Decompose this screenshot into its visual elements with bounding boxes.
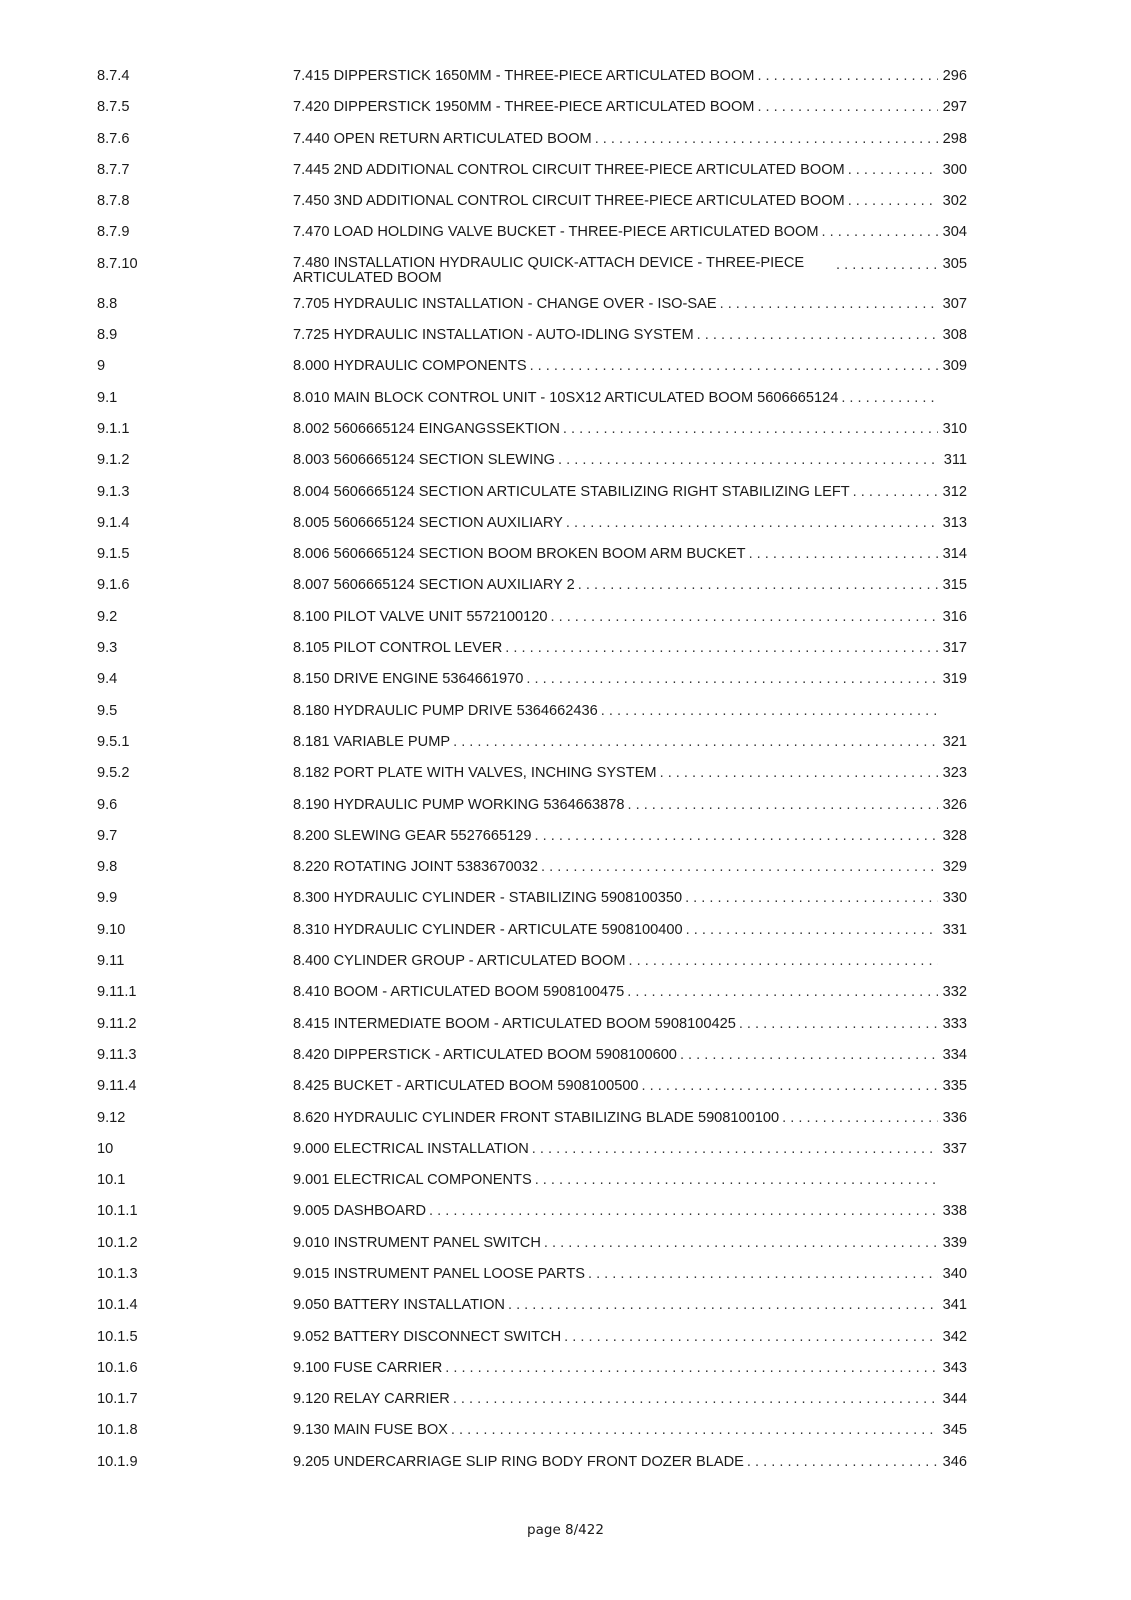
toc-page-number: 300	[942, 161, 967, 178]
toc-entry[interactable]	[293, 797, 967, 814]
toc-row[interactable]	[97, 1078, 967, 1109]
toc-entry-title: 8.150 DRIVE ENGINE 5364661970	[293, 671, 524, 688]
toc-entry[interactable]	[293, 296, 967, 313]
toc-page-number: 328	[942, 827, 967, 844]
toc-entry[interactable]	[293, 1266, 967, 1283]
toc-entry[interactable]	[293, 703, 967, 720]
toc-entry-title: 8.003 5606665124 SECTION SLEWING	[293, 452, 556, 469]
toc-section-number: 9.7	[97, 827, 118, 844]
toc-section-number: 9.5.2	[97, 765, 130, 782]
table-of-contents	[97, 68, 967, 1485]
toc-dot-leader	[526, 671, 938, 688]
toc-entry[interactable]	[293, 609, 967, 626]
toc-entry[interactable]	[293, 671, 967, 688]
toc-entry[interactable]	[293, 765, 967, 782]
toc-entry-title: 8.180 HYDRAULIC PUMP DRIVE 5364662436	[293, 702, 598, 719]
toc-dot-leader	[563, 421, 938, 438]
toc-page-number: 332	[942, 984, 967, 1001]
toc-page-number: 315	[942, 577, 967, 594]
toc-row[interactable]	[97, 1141, 967, 1172]
toc-dot-leader	[595, 131, 938, 148]
toc-entry[interactable]	[293, 1391, 967, 1408]
toc-section-number: 8.8	[97, 295, 118, 312]
toc-entry-title: 8.310 HYDRAULIC CYLINDER - ARTICULATE 5908100400	[293, 921, 683, 938]
toc-entry-title: 7.705 HYDRAULIC INSTALLATION - CHANGE OVER - ISO-SAE	[293, 295, 717, 312]
toc-row[interactable]	[97, 515, 967, 546]
toc-entry[interactable]	[293, 99, 967, 116]
toc-dot-leader	[660, 765, 938, 782]
toc-dot-leader	[544, 1235, 938, 1252]
toc-page-number: 296	[942, 68, 967, 84]
toc-entry[interactable]	[293, 1172, 967, 1189]
toc-page-number: 340	[942, 1265, 967, 1282]
toc-entry[interactable]	[293, 1203, 967, 1220]
toc-dot-leader	[532, 1141, 938, 1158]
toc-row[interactable]	[97, 1329, 967, 1360]
toc-dot-leader	[429, 1203, 938, 1220]
toc-row[interactable]	[97, 162, 967, 193]
toc-page-number: 313	[942, 514, 967, 531]
toc-entry-title: 8.182 PORT PLATE WITH VALVES, INCHING SYSTEM	[293, 765, 657, 782]
toc-section-number: 9.12	[97, 1109, 126, 1126]
toc-entry-title: 7.440 OPEN RETURN ARTICULATED BOOM	[293, 130, 592, 147]
toc-dot-leader	[453, 734, 938, 751]
toc-entry-title: 9.001 ELECTRICAL COMPONENTS	[293, 1172, 532, 1189]
toc-entry-title: 9.205 UNDERCARRIAGE SLIP RING BODY FRONT DOZER BLADE	[293, 1453, 744, 1470]
toc-page-number: 345	[942, 1422, 967, 1439]
toc-page-number: 308	[942, 327, 967, 344]
toc-dot-leader	[685, 890, 938, 907]
toc-entry[interactable]	[293, 162, 967, 179]
toc-section-number: 10	[97, 1140, 114, 1157]
toc-row[interactable]	[97, 859, 967, 890]
toc-page-number: 329	[942, 859, 967, 876]
toc-entry-title: 7.480 INSTALLATION HYDRAULIC QUICK-ATTACH DEVICE - THREE-PIECE ARTICULATED BOOM	[293, 254, 805, 286]
toc-row[interactable]	[97, 890, 967, 921]
toc-entry-title: 9.000 ELECTRICAL INSTALLATION	[293, 1140, 529, 1157]
toc-entry[interactable]	[293, 1360, 967, 1377]
toc-section-number: 9	[97, 358, 106, 375]
toc-page-number: 342	[942, 1328, 967, 1345]
toc-page-number: 297	[942, 99, 967, 116]
toc-section-number: 9.1	[97, 389, 118, 406]
toc-entry[interactable]	[293, 890, 967, 907]
toc-entry[interactable]	[293, 484, 967, 501]
toc-entry[interactable]	[293, 1329, 967, 1346]
toc-page-number: 323	[942, 765, 967, 782]
toc-row[interactable]	[97, 1172, 967, 1203]
toc-row[interactable]	[97, 390, 967, 421]
toc-entry-title: 8.400 CYLINDER GROUP - ARTICULATED BOOM	[293, 953, 626, 970]
toc-dot-leader	[720, 296, 938, 313]
toc-page-number: 304	[942, 224, 967, 241]
toc-entry[interactable]	[293, 358, 967, 375]
toc-entry-title: 8.620 HYDRAULIC CYLINDER FRONT STABILIZING BLADE 5908100100	[293, 1109, 780, 1126]
toc-row[interactable]	[97, 1391, 967, 1422]
toc-entry[interactable]	[293, 390, 967, 407]
toc-row[interactable]	[97, 671, 967, 702]
toc-page-number: 346	[942, 1453, 967, 1470]
toc-dot-leader	[680, 1047, 938, 1064]
toc-entry-title: 8.007 5606665124 SECTION AUXILIARY 2	[293, 577, 575, 594]
toc-dot-leader	[627, 984, 938, 1001]
toc-section-number: 9.8	[97, 859, 118, 876]
toc-entry[interactable]	[293, 953, 967, 970]
toc-section-number: 9.9	[97, 890, 118, 907]
toc-section-number: 8.7.10	[97, 255, 138, 272]
toc-dot-leader	[445, 1360, 938, 1377]
toc-dot-leader	[757, 68, 938, 85]
toc-row[interactable]	[97, 765, 967, 796]
toc-entry-title: 7.415 DIPPERSTICK 1650MM - THREE-PIECE ARTICULATED BOOM	[293, 68, 755, 84]
toc-dot-leader	[508, 1297, 938, 1314]
toc-section-number: 8.7.7	[97, 161, 130, 178]
toc-dot-leader	[535, 828, 938, 845]
toc-entry-title: 8.200 SLEWING GEAR 5527665129	[293, 827, 532, 844]
toc-page-number: 336	[942, 1109, 967, 1126]
toc-dot-leader	[566, 515, 938, 532]
toc-row[interactable]	[97, 1454, 967, 1485]
toc-row[interactable]	[97, 99, 967, 130]
toc-page-number: 317	[942, 640, 967, 657]
toc-dot-leader	[588, 1266, 938, 1283]
toc-entry[interactable]	[293, 828, 967, 845]
toc-entry-title: 8.005 5606665124 SECTION AUXILIARY	[293, 514, 563, 531]
toc-page-number: 321	[942, 733, 967, 750]
toc-section-number: 9.11.3	[97, 1046, 137, 1063]
toc-row[interactable]	[97, 609, 967, 640]
toc-dot-leader	[841, 390, 938, 407]
toc-entry-title: 8.010 MAIN BLOCK CONTROL UNIT - 10SX12 ARTICULATED BOOM 5606665124	[293, 389, 839, 406]
toc-entry-title: 9.010 INSTRUMENT PANEL SWITCH	[293, 1234, 541, 1251]
toc-entry[interactable]	[293, 984, 967, 1001]
toc-section-number: 8.7.9	[97, 224, 130, 241]
toc-row[interactable]	[97, 256, 967, 296]
toc-page-number: 316	[942, 608, 967, 625]
toc-row[interactable]	[97, 640, 967, 671]
toc-entry[interactable]	[293, 224, 967, 241]
toc-section-number: 10.1.5	[97, 1328, 138, 1345]
toc-page-number: 344	[942, 1391, 967, 1408]
toc-row[interactable]	[97, 703, 967, 734]
toc-row[interactable]	[97, 1422, 967, 1453]
toc-page-number: 312	[942, 483, 967, 500]
toc-section-number: 9.5	[97, 702, 118, 719]
toc-page-number: 335	[942, 1078, 967, 1095]
toc-section-number: 9.6	[97, 796, 118, 813]
toc-section-number: 9.11	[97, 953, 125, 970]
toc-entry-title: 7.420 DIPPERSTICK 1950MM - THREE-PIECE ARTICULATED BOOM	[293, 99, 755, 116]
toc-section-number: 9.10	[97, 921, 126, 938]
toc-row[interactable]	[97, 327, 967, 358]
toc-dot-leader	[749, 546, 938, 563]
toc-entry[interactable]	[293, 1016, 967, 1033]
toc-section-number: 9.11.1	[97, 984, 137, 1001]
toc-row[interactable]	[97, 1297, 967, 1328]
toc-page-number: 334	[942, 1046, 967, 1063]
toc-page-number: 305	[942, 255, 967, 272]
toc-entry-title: 8.105 PILOT CONTROL LEVER	[293, 640, 503, 657]
toc-section-number: 9.1.5	[97, 546, 130, 563]
toc-entry-title: 7.725 HYDRAULIC INSTALLATION - AUTO-IDLING SYSTEM	[293, 327, 694, 344]
toc-dot-leader	[848, 162, 938, 179]
toc-entry-title: 9.015 INSTRUMENT PANEL LOOSE PARTS	[293, 1265, 585, 1282]
toc-section-number: 9.11.2	[97, 1015, 137, 1032]
toc-entry-title: 8.425 BUCKET - ARTICULATED BOOM 5908100500	[293, 1078, 639, 1095]
toc-section-number: 9.1.1	[97, 420, 130, 437]
toc-entry-title: 8.100 PILOT VALVE UNIT 5572100120	[293, 608, 548, 625]
toc-dot-leader	[853, 484, 938, 501]
toc-page-number: 333	[942, 1015, 967, 1032]
toc-dot-leader	[848, 193, 938, 210]
toc-row[interactable]	[97, 131, 967, 162]
toc-dot-leader	[642, 1078, 938, 1095]
toc-section-number: 9.3	[97, 640, 118, 657]
toc-dot-leader	[453, 1391, 938, 1408]
toc-page-number: 337	[942, 1140, 967, 1157]
toc-entry[interactable]	[293, 1078, 967, 1095]
toc-entry-title: 8.004 5606665124 SECTION ARTICULATE STABILIZING RIGHT STABILIZING LEFT	[293, 483, 850, 500]
toc-section-number: 10.1.8	[97, 1422, 138, 1439]
toc-dot-leader	[505, 640, 938, 657]
toc-page-number: 319	[942, 671, 967, 688]
toc-entry-title: 8.415 INTERMEDIATE BOOM - ARTICULATED BOOM 5908100425	[293, 1015, 736, 1032]
toc-dot-leader	[627, 797, 938, 814]
toc-page-number: 314	[942, 546, 967, 563]
toc-section-number: 9.4	[97, 671, 118, 688]
toc-entry[interactable]	[293, 577, 967, 594]
toc-dot-leader	[558, 452, 938, 469]
toc-section-number: 9.5.1	[97, 733, 130, 750]
toc-page-number: 326	[942, 796, 967, 813]
toc-dot-leader	[601, 703, 938, 720]
toc-dot-leader	[564, 1329, 938, 1346]
toc-dot-leader	[629, 953, 939, 970]
toc-dot-leader	[739, 1016, 938, 1033]
toc-page-number: 339	[942, 1234, 967, 1251]
toc-dot-leader	[747, 1454, 938, 1471]
toc-row[interactable]	[97, 577, 967, 608]
toc-row[interactable]	[97, 484, 967, 515]
toc-row[interactable]	[97, 296, 967, 327]
toc-dot-leader	[578, 577, 938, 594]
toc-entry[interactable]	[293, 1422, 967, 1439]
toc-section-number: 10.1.9	[97, 1453, 138, 1470]
toc-section-number: 10.1	[97, 1172, 126, 1189]
toc-section-number: 8.7.6	[97, 130, 130, 147]
toc-entry[interactable]	[293, 640, 967, 657]
toc-dot-leader	[822, 224, 938, 241]
toc-entry[interactable]	[293, 1141, 967, 1158]
toc-entry[interactable]	[293, 922, 967, 939]
toc-page-number: 307	[942, 295, 967, 312]
toc-entry[interactable]	[293, 452, 967, 469]
toc-row[interactable]	[97, 922, 967, 953]
toc-entry-title: 8.006 5606665124 SECTION BOOM BROKEN BOOM ARM BUCKET	[293, 546, 746, 563]
toc-row[interactable]	[97, 1203, 967, 1234]
toc-row[interactable]	[97, 421, 967, 452]
toc-entry[interactable]	[293, 1235, 967, 1252]
toc-entry-title: 8.220 ROTATING JOINT 5383670032	[293, 859, 538, 876]
toc-entry[interactable]	[293, 68, 967, 85]
toc-page-number: 341	[942, 1297, 967, 1314]
toc-row[interactable]	[97, 452, 967, 483]
toc-section-number: 10.1.2	[97, 1234, 138, 1251]
toc-section-number: 10.1.4	[97, 1297, 138, 1314]
toc-section-number: 10.1.3	[97, 1265, 138, 1282]
toc-row[interactable]	[97, 546, 967, 577]
toc-page-number: 298	[942, 130, 967, 147]
toc-section-number: 8.7.8	[97, 193, 130, 210]
toc-page-number: 310	[942, 420, 967, 437]
toc-row[interactable]	[97, 797, 967, 828]
toc-dot-leader	[535, 1172, 938, 1189]
toc-section-number: 9.1.6	[97, 577, 130, 594]
toc-dot-leader	[550, 609, 938, 626]
toc-entry-title: 8.181 VARIABLE PUMP	[293, 733, 451, 750]
toc-row[interactable]	[97, 358, 967, 389]
toc-entry[interactable]	[293, 546, 967, 563]
toc-row[interactable]	[97, 1047, 967, 1078]
toc-entry-title: 8.420 DIPPERSTICK - ARTICULATED BOOM 5908100600	[293, 1046, 677, 1063]
toc-page-number: 331	[942, 921, 967, 938]
toc-entry[interactable]	[293, 256, 967, 286]
toc-row[interactable]	[97, 68, 967, 99]
toc-row[interactable]	[97, 828, 967, 859]
toc-section-number: 9.1.2	[97, 452, 130, 469]
toc-entry-title: 8.000 HYDRAULIC COMPONENTS	[293, 358, 527, 375]
toc-dot-leader	[836, 257, 938, 274]
toc-page-number: 343	[942, 1359, 967, 1376]
toc-row[interactable]	[97, 1360, 967, 1391]
toc-page-number: 330	[942, 890, 967, 907]
toc-page-number: 309	[942, 358, 967, 375]
toc-section-number: 9.2	[97, 608, 118, 625]
toc-row[interactable]	[97, 1235, 967, 1266]
toc-entry[interactable]	[293, 1297, 967, 1314]
toc-section-number: 8.7.4	[97, 68, 130, 84]
toc-entry-title: 8.300 HYDRAULIC CYLINDER - STABILIZING 5908100350	[293, 890, 683, 907]
toc-dot-leader	[697, 327, 938, 344]
toc-entry-title: 9.100 FUSE CARRIER	[293, 1359, 443, 1376]
toc-dot-leader	[757, 99, 938, 116]
toc-entry[interactable]	[293, 734, 967, 751]
toc-section-number: 8.7.5	[97, 99, 130, 116]
toc-entry[interactable]	[293, 327, 967, 344]
toc-row[interactable]	[97, 1016, 967, 1047]
toc-page-number: 338	[942, 1203, 967, 1220]
toc-entry[interactable]	[293, 1454, 967, 1471]
toc-section-number: 9.1.4	[97, 514, 130, 531]
toc-dot-leader	[686, 922, 938, 939]
toc-row[interactable]	[97, 224, 967, 255]
toc-entry-title: 9.050 BATTERY INSTALLATION	[293, 1297, 505, 1314]
toc-entry-title: 9.052 BATTERY DISCONNECT SWITCH	[293, 1328, 562, 1345]
toc-row[interactable]	[97, 193, 967, 224]
toc-entry-title: 7.470 LOAD HOLDING VALVE BUCKET - THREE-PIECE ARTICULATED BOOM	[293, 224, 819, 241]
toc-section-number: 9.1.3	[97, 483, 130, 500]
toc-dot-leader	[541, 859, 938, 876]
toc-page-number: 311	[943, 452, 967, 469]
toc-row[interactable]	[97, 1110, 967, 1141]
toc-entry-title: 9.120 RELAY CARRIER	[293, 1391, 450, 1408]
toc-entry-title: 9.005 DASHBOARD	[293, 1203, 427, 1220]
toc-entry[interactable]	[293, 515, 967, 532]
toc-entry[interactable]	[293, 859, 967, 876]
toc-dot-leader	[530, 358, 938, 375]
toc-entry-title: 8.410 BOOM - ARTICULATED BOOM 5908100475	[293, 984, 625, 1001]
toc-entry[interactable]	[293, 421, 967, 438]
toc-page-number: 302	[942, 193, 967, 210]
toc-section-number: 9.11.4	[97, 1078, 137, 1095]
toc-section-number: 10.1.6	[97, 1359, 138, 1376]
toc-entry-title: 9.130 MAIN FUSE BOX	[293, 1422, 448, 1439]
toc-entry[interactable]	[293, 1047, 967, 1064]
toc-dot-leader	[782, 1110, 938, 1127]
toc-row[interactable]	[97, 734, 967, 765]
toc-section-number: 10.1.1	[97, 1203, 138, 1220]
toc-entry[interactable]	[293, 193, 967, 210]
toc-entry[interactable]	[293, 131, 967, 148]
toc-row[interactable]	[97, 1266, 967, 1297]
toc-row[interactable]	[97, 984, 967, 1015]
toc-section-number: 10.1.7	[97, 1391, 138, 1408]
toc-entry-title: 8.190 HYDRAULIC PUMP WORKING 5364663878	[293, 796, 625, 813]
toc-row[interactable]	[97, 953, 967, 984]
toc-entry[interactable]	[293, 1110, 967, 1127]
toc-entry-title: 7.450 3ND ADDITIONAL CONTROL CIRCUIT THREE-PIECE ARTICULATED BOOM	[293, 193, 845, 210]
toc-dot-leader	[451, 1422, 938, 1439]
toc-section-number: 8.9	[97, 327, 118, 344]
toc-entry-title: 8.002 5606665124 EINGANGSSEKTION	[293, 420, 560, 437]
page-footer: page 8/422	[527, 1522, 604, 1538]
toc-entry-title: 7.445 2ND ADDITIONAL CONTROL CIRCUIT THREE-PIECE ARTICULATED BOOM	[293, 161, 845, 178]
